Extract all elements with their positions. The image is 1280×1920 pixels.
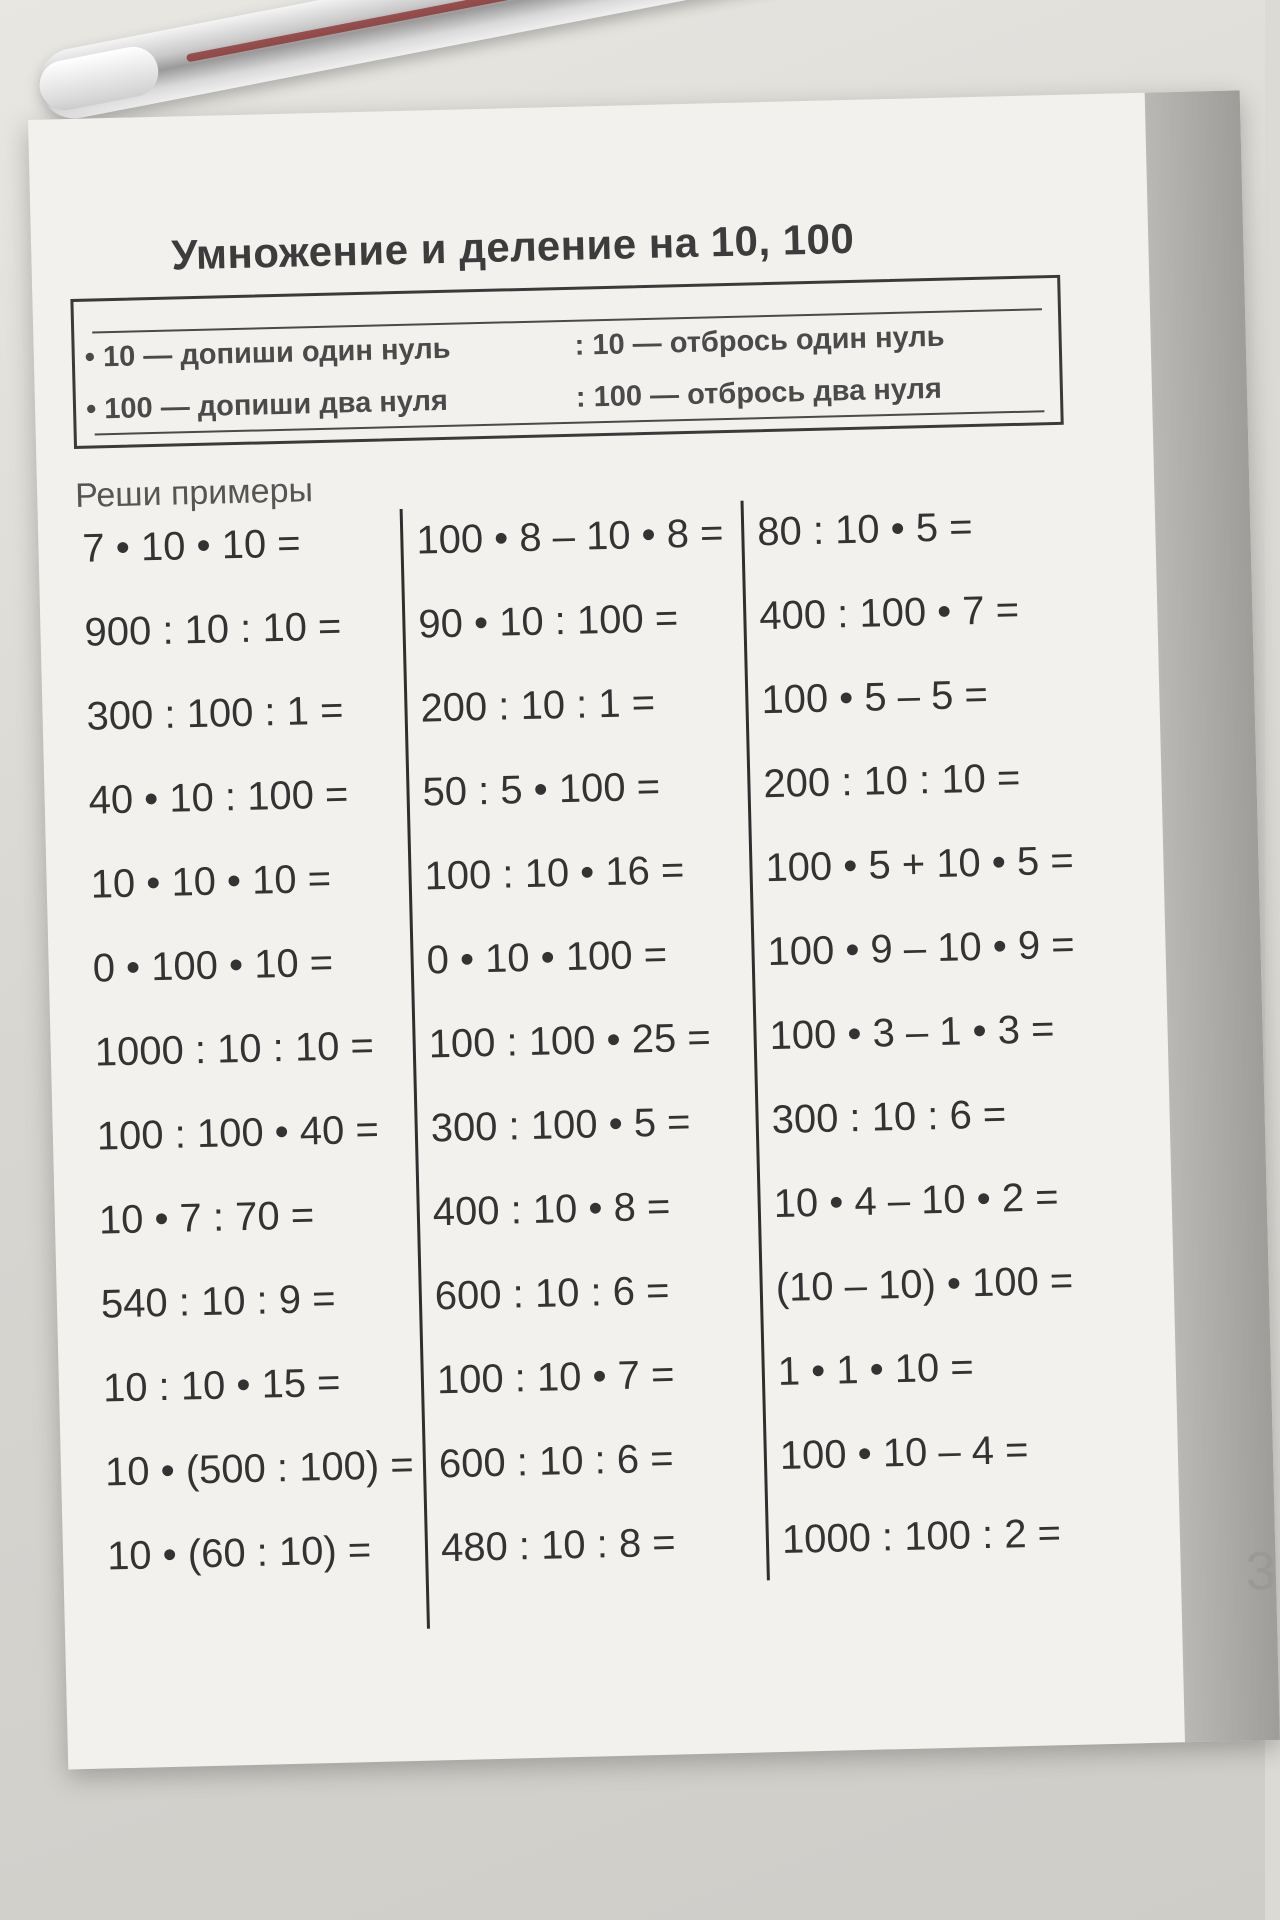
workbook-page (28, 90, 1280, 1769)
exercise: 40 • 10 : 100 = (88, 772, 349, 823)
exercise: 1000 : 100 : 2 = (781, 1511, 1062, 1562)
exercise: 10 • (60 : 10) = (106, 1528, 372, 1579)
exercise: 200 : 10 : 1 = (419, 680, 656, 731)
rules-box (70, 275, 1063, 449)
exercise: 100 • 3 – 1 • 3 = (769, 1007, 1055, 1059)
exercise: 480 : 10 : 8 = (440, 1520, 677, 1571)
exercise-column-2 (410, 502, 750, 1571)
exercise: 900 : 10 : 10 = (84, 604, 342, 655)
exercise: 100 • 9 – 10 • 9 = (767, 922, 1076, 975)
exercise: 300 : 10 : 6 = (771, 1092, 1007, 1143)
rule-divide-10: : 10 — отбрось один нуль (574, 320, 945, 362)
page-title: Умножение и деление на 10, 100 (170, 214, 855, 279)
exercise: (10 – 10) • 100 = (775, 1258, 1074, 1311)
rule-multiply-10: • 10 — допиши один нуль (84, 332, 451, 374)
exercise: 50 : 5 • 100 = (422, 764, 661, 815)
exercise: 100 : 100 • 25 = (428, 1015, 712, 1067)
exercise: 540 : 10 : 9 = (100, 1276, 337, 1327)
exercise: 200 : 10 : 10 = (762, 755, 1021, 807)
exercise: 0 • 10 • 100 = (426, 932, 668, 983)
exercise: 100 • 10 – 4 = (779, 1427, 1029, 1479)
exercise: 100 : 10 • 7 = (436, 1352, 675, 1403)
exercise-column-3 (751, 493, 1131, 1562)
exercise: 300 : 100 • 5 = (430, 1100, 691, 1151)
rule-multiply-100: • 100 — допиши два нуля (85, 384, 449, 426)
exercise: 1 • 1 • 10 = (777, 1345, 975, 1395)
instruction: Реши примеры (74, 471, 314, 515)
column-separator (741, 501, 770, 1581)
exercise: 100 : 10 • 16 = (424, 848, 685, 899)
exercise: 10 • 4 – 10 • 2 = (773, 1175, 1060, 1227)
exercise: 10 : 10 • 15 = (102, 1360, 342, 1411)
exercise: 10 • (500 : 100) = (104, 1442, 415, 1495)
page-number: 3 (1245, 1540, 1277, 1602)
exercise: 10 • 10 • 10 = (90, 856, 332, 907)
exercise: 300 : 100 : 1 = (86, 688, 344, 739)
exercise: 0 • 100 • 10 = (92, 940, 334, 991)
exercise: 90 • 10 : 100 = (417, 596, 679, 647)
exercise: 7 • 10 • 10 = (81, 521, 302, 571)
exercise: 100 • 8 – 10 • 8 = (415, 511, 724, 563)
exercise: 100 • 5 + 10 • 5 = (764, 838, 1075, 891)
exercise: 1000 : 10 : 10 = (94, 1023, 375, 1075)
exercise: 10 • 7 : 70 = (98, 1193, 315, 1243)
exercise: 600 : 10 : 6 = (438, 1436, 675, 1487)
exercise: 400 : 10 • 8 = (432, 1184, 671, 1235)
exercise: 600 : 10 : 6 = (434, 1268, 670, 1319)
exercise: 80 : 10 • 5 = (756, 505, 974, 555)
exercise: 100 • 5 – 5 = (760, 672, 989, 723)
exercise: 400 : 100 • 7 = (758, 587, 1020, 639)
rule-divide-100: : 100 — отбрось два нуля (575, 372, 943, 414)
exercise: 100 : 100 • 40 = (96, 1107, 380, 1159)
pen-cap (35, 43, 162, 115)
